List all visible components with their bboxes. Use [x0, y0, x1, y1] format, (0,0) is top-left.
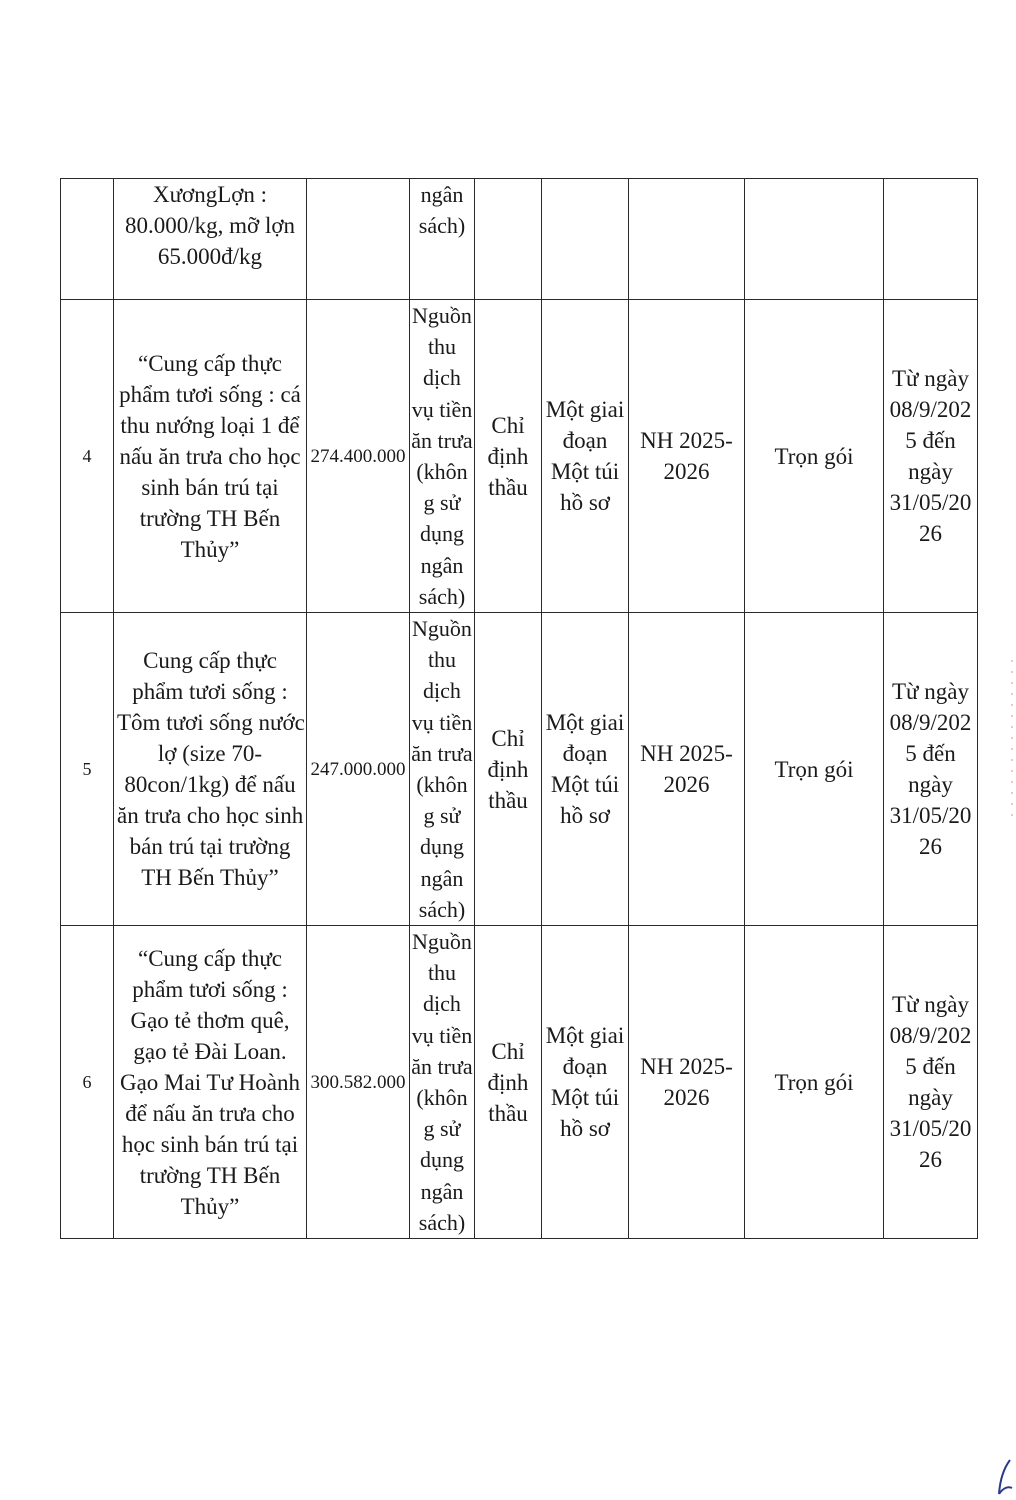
price-cell: 247.000.000	[307, 613, 410, 926]
source-line: sách)	[418, 896, 466, 922]
source-line: Nguồn	[412, 616, 472, 642]
source-line: ngân	[420, 1178, 464, 1204]
method-line: Chỉ	[491, 725, 525, 751]
source-line: Nguồn	[412, 303, 472, 328]
stt-cell	[61, 179, 114, 300]
table-row	[61, 179, 978, 300]
source-line: vụ tiền	[411, 1022, 473, 1048]
method-line: thầu	[488, 474, 528, 500]
source-line: dụng	[420, 1147, 464, 1173]
method-line: Chỉ	[491, 412, 525, 438]
source-line: thu	[427, 960, 457, 986]
price-cell: 274.400.000	[307, 300, 410, 613]
method-line: thầu	[488, 1100, 528, 1126]
source-line: (khôn	[416, 1085, 468, 1111]
duration-cell	[884, 179, 978, 300]
source-line: Nguồn	[412, 929, 472, 955]
initial-signature-mark	[996, 1458, 1014, 1498]
source-line: ngân	[420, 865, 464, 891]
description-line: nấu ăn trưa cho học	[119, 443, 301, 469]
time-line: NH 2025-	[640, 1054, 733, 1080]
description-line: học sinh bán trú tại	[121, 1131, 299, 1157]
description-line: phẩm tươi sống : cá	[119, 381, 301, 407]
method-line: định	[487, 756, 529, 782]
stt-cell: 5	[61, 613, 114, 926]
description-line: 80.000/kg, mỡ lợn	[125, 213, 295, 238]
source-line: thu	[427, 647, 457, 673]
time-line: 2026	[663, 1085, 710, 1111]
source-line: ăn trưa	[411, 1053, 473, 1079]
funding-source-cell	[410, 300, 475, 613]
description-line: Cung cấp thực	[143, 648, 277, 674]
procedure-cell	[542, 179, 629, 300]
method-line: định	[487, 1069, 529, 1095]
method-line: Chỉ	[491, 1038, 525, 1064]
description-line: 65.000đ/kg	[157, 244, 263, 269]
contract-type-cell: Trọn gói	[745, 926, 884, 1239]
funding-source-cell	[410, 613, 475, 926]
duration-line: ngày	[908, 1085, 953, 1111]
source-line: vụ tiền	[411, 396, 473, 422]
duration-line: 08/9/202	[889, 710, 972, 736]
source-line: dịch	[423, 991, 461, 1017]
duration-line: 26	[919, 521, 942, 547]
description-line: gạo tẻ Đài Loan.	[133, 1038, 287, 1064]
source-line: g sử	[423, 1116, 461, 1142]
description-line: trường TH Bến	[139, 505, 281, 531]
procedure-cell	[542, 926, 629, 1239]
table-row	[61, 300, 978, 613]
source-line: g sử	[423, 803, 461, 829]
time-line: NH 2025-	[640, 428, 733, 454]
method-line: thầu	[488, 787, 528, 813]
time-line: NH 2025-	[640, 741, 733, 767]
source-line: dụng	[420, 521, 464, 547]
contract-type-cell: Trọn gói	[745, 300, 884, 613]
package-description-cell	[114, 613, 307, 926]
stt-cell: 4	[61, 300, 114, 613]
package-description-cell	[114, 926, 307, 1239]
procedure-line: đoạn	[562, 428, 608, 454]
table-row	[61, 926, 978, 1239]
description-line: ăn trưa cho học sinh	[117, 803, 304, 829]
time-line: 2026	[663, 459, 710, 485]
duration-cell	[884, 926, 978, 1239]
procedure-line: Một giai	[545, 397, 625, 423]
description-line: “Cung cấp thực	[137, 945, 283, 971]
description-line: thu nướng loại 1 để	[120, 412, 300, 438]
description-line: XươngLợn :	[152, 182, 268, 207]
description-line: sinh bán trú tại	[141, 474, 279, 500]
description-line: trường TH Bến	[139, 1162, 281, 1188]
description-line: bán trú tại trường	[129, 834, 291, 860]
description-line: Thủy”	[180, 1193, 240, 1219]
description-line: để nấu ăn trưa cho	[125, 1100, 295, 1126]
description-line: 80con/1kg) để nấu	[124, 772, 296, 798]
source-line: g sử	[423, 490, 461, 516]
source-line: sách)	[418, 583, 466, 609]
method-line: định	[487, 443, 529, 469]
source-line: vụ tiền	[411, 709, 473, 735]
description-line: Thủy”	[180, 536, 240, 562]
duration-line: 31/05/20	[889, 803, 972, 829]
time-cell	[629, 926, 745, 1239]
description-line: lợ (size 70-	[157, 741, 263, 767]
procedure-line: đoạn	[562, 1054, 608, 1080]
procedure-line: hồ sơ	[560, 803, 610, 829]
description-line: TH Bến Thủy”	[141, 865, 279, 891]
duration-line: ngày	[908, 459, 953, 485]
contract-type-cell: Trọn gói	[745, 613, 884, 926]
time-line: 2026	[663, 772, 710, 798]
procedure-line: Một giai	[545, 1023, 625, 1049]
duration-line: 5 đến	[905, 741, 956, 767]
duration-line: 26	[919, 834, 942, 860]
price-cell	[307, 179, 410, 300]
method-cell	[475, 300, 542, 613]
description-line: Gạo tẻ thơm quê,	[130, 1007, 290, 1033]
time-cell	[629, 613, 745, 926]
method-cell	[475, 179, 542, 300]
duration-cell	[884, 613, 978, 926]
procedure-line: hồ sơ	[560, 1116, 610, 1142]
duration-line: 26	[919, 1147, 942, 1173]
source-line: (khôn	[416, 772, 468, 798]
duration-line: 08/9/202	[889, 397, 972, 423]
scan-margin-marks	[1010, 660, 1014, 820]
procedure-line: hồ sơ	[560, 490, 610, 516]
time-cell	[629, 179, 745, 300]
duration-line: 5 đến	[905, 1054, 956, 1080]
source-line: ngân	[420, 552, 464, 578]
contract-type-cell	[745, 179, 884, 300]
procedure-line: Một túi	[550, 459, 620, 485]
duration-line: ngày	[908, 772, 953, 798]
package-description-cell	[114, 179, 307, 300]
source-line: ăn trưa	[411, 427, 473, 453]
source-line: ngân	[420, 182, 464, 207]
time-cell	[629, 300, 745, 613]
source-line: sách)	[418, 213, 466, 239]
bidding-plan-table	[60, 178, 978, 1239]
description-line: phẩm tươi sống :	[132, 976, 288, 1002]
procedure-cell	[542, 613, 629, 926]
package-description-cell	[114, 300, 307, 613]
procedure-line: Một túi	[550, 772, 620, 798]
source-line: dịch	[423, 678, 461, 704]
duration-line: 08/9/202	[889, 1023, 972, 1049]
description-line: Gạo Mai Tư Hoành	[119, 1069, 301, 1095]
duration-cell	[884, 300, 978, 613]
duration-line: 31/05/20	[889, 490, 972, 516]
description-line: “Cung cấp thực	[137, 350, 283, 376]
table-row	[61, 613, 978, 926]
stt-cell: 6	[61, 926, 114, 1239]
method-cell	[475, 926, 542, 1239]
duration-line: Từ ngày	[892, 992, 969, 1018]
procedure-cell	[542, 300, 629, 613]
duration-line: 31/05/20	[889, 1116, 972, 1142]
source-line: thu	[427, 334, 457, 360]
procedure-line: Một túi	[550, 1085, 620, 1111]
description-line: phẩm tươi sống :	[132, 679, 288, 705]
procedure-line: đoạn	[562, 741, 608, 767]
source-line: (khôn	[416, 459, 468, 485]
source-line: dịch	[423, 365, 461, 391]
price-cell: 300.582.000	[307, 926, 410, 1239]
funding-source-cell	[410, 179, 475, 300]
source-line: sách)	[418, 1209, 466, 1235]
duration-line: 5 đến	[905, 428, 956, 454]
duration-line: Từ ngày	[892, 366, 969, 392]
procedure-line: Một giai	[545, 710, 625, 736]
method-cell	[475, 613, 542, 926]
duration-line: Từ ngày	[892, 679, 969, 705]
source-line: dụng	[420, 834, 464, 860]
funding-source-cell	[410, 926, 475, 1239]
source-line: ăn trưa	[411, 740, 473, 766]
description-line: Tôm tươi sống nước	[117, 710, 305, 736]
